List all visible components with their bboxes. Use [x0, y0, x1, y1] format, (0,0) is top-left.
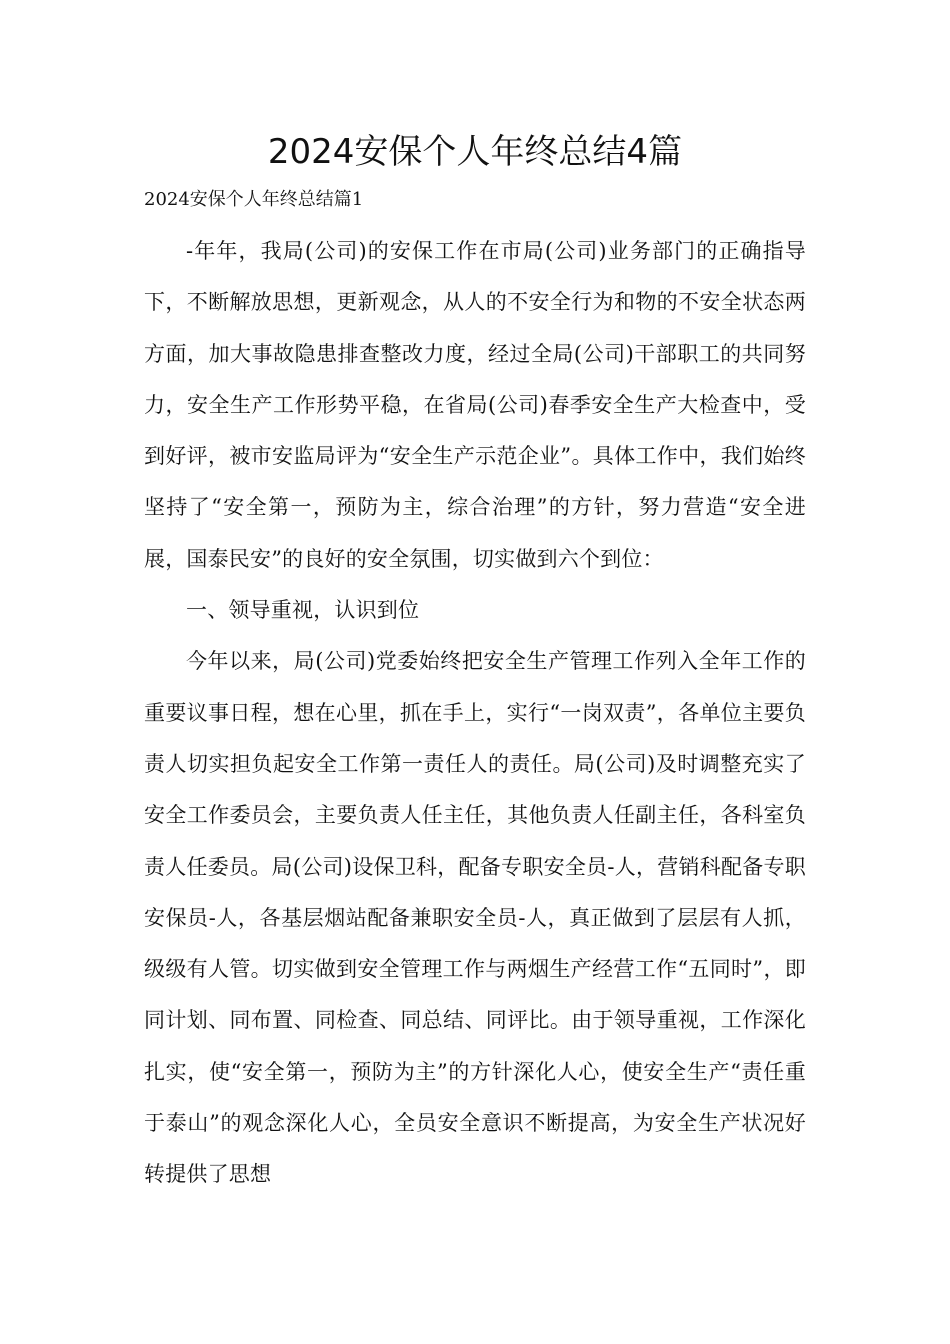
paragraph-body: 今年以来，局(公司)党委始终把安全生产管理工作列入全年工作的重要议事日程，想在心里，抓在手上，实行“一岗双责”，各单位主要负责人切实担负起安全工作第一责任人的责任。局(公司)及时调整充实了安全工作委员会，主要负责人任主任，其他负责人任副主任，各科室负责人任委员。局(公司)设保卫科，配备专职安全员-人，营销科配备专职安保员-人，各基层烟站配备兼职安全员-人，真正做到了层层有人抓，级级有人管。切实做到安全管理工作与两烟生产经营工作“五同时”，即同计划、同布置、同检查、同总结、同评比。由于领导重视，工作深化扎实，使“安全第一，预防为主”的方针深化人心，使安全生产“责任重于泰山”的观念深化人心，全员安全意识不断提高，为安全生产状况好转提供了思想 — [144, 649, 806, 1187]
document-title: 2024安保个人年终总结4篇 — [267, 132, 683, 172]
paragraph-intro: -年年，我局(公司)的安保工作在市局(公司)业务部门的正确指导下，不断解放思想，更新观念，从人的不安全行为和物的不安全状态两方面，加大事故隐患排查整改力度，经过全局(公司)干部职工的共同努力，安全生产工作形势平稳，在省局(公司)春季安全生产大检查中，受到好评，被市安监局评为“安全生产示范企业”。具体工作中，我们始终坚持了“安全第一，预防为主，综合治理”的方针，努力营造“安全进展，国泰民安”的良好的安全氛围，切实做到六个到位： — [144, 239, 806, 571]
document-body — [144, 226, 806, 1201]
section-heading: 2024安保个人年终总结篇1 — [144, 189, 364, 210]
paragraph-section-heading: 一、领导重视，认识到位 — [186, 598, 420, 623]
